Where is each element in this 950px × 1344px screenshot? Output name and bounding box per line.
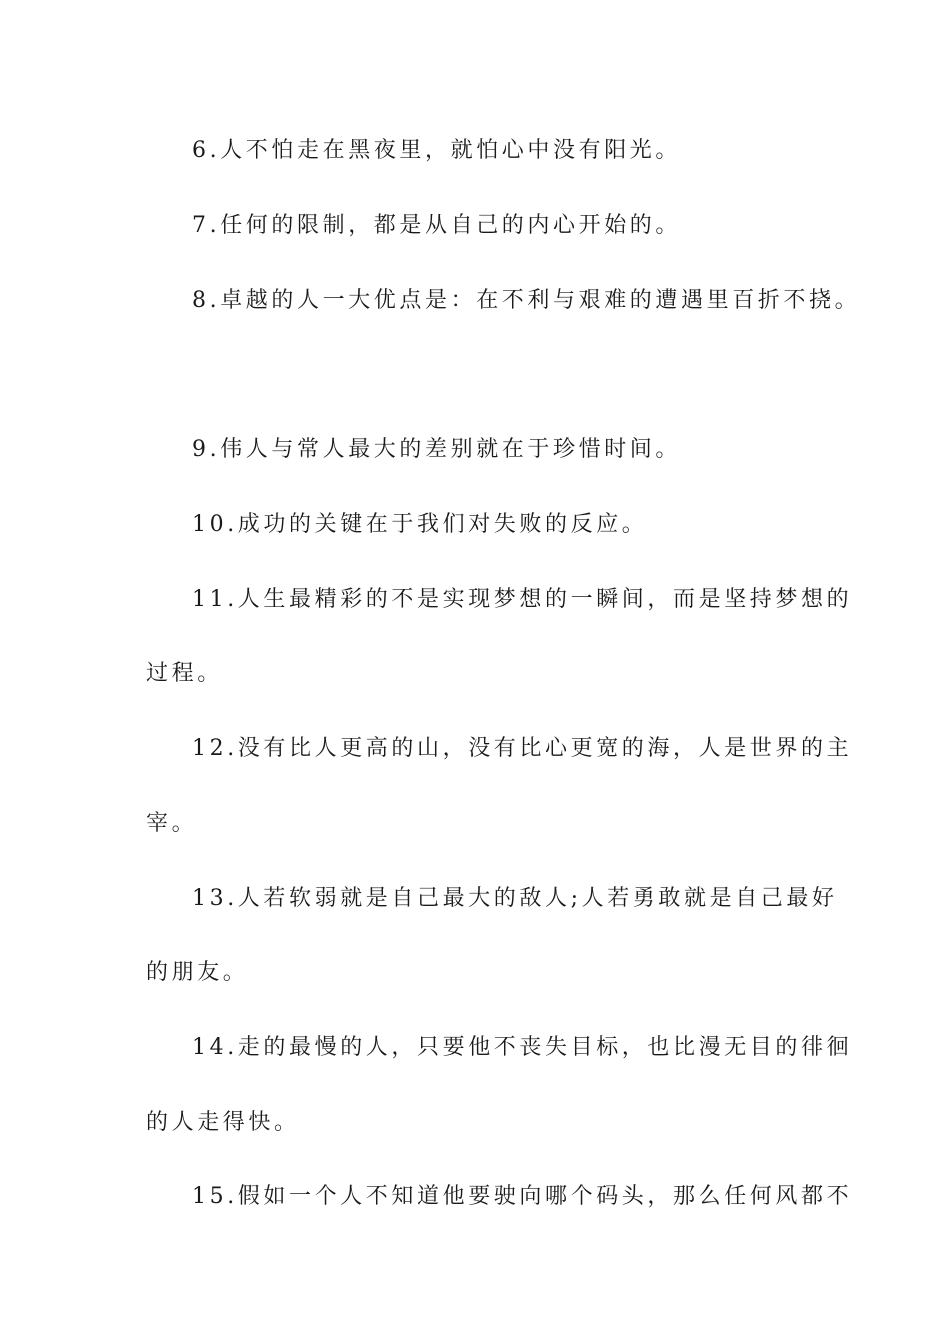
quote-6: 6.人不怕走在黑夜里，就怕心中没有阳光。 — [192, 138, 681, 163]
quote-13-line-2: 的朋友。 — [146, 960, 249, 985]
quote-15-line-1: 15.假如一个人不知道他要驶向哪个码头，那么任何风都不 — [192, 1184, 853, 1209]
quote-14-line-2: 的人走得快。 — [146, 1110, 300, 1135]
quote-10: 10.成功的关键在于我们对失败的反应。 — [192, 512, 648, 537]
quote-13-line-1: 13.人若软弱就是自己最大的敌人;人若勇敢就是自己最好 — [192, 886, 838, 911]
quote-9: 9.伟人与常人最大的差别就在于珍惜时间。 — [192, 437, 681, 462]
quote-11-line-2: 过程。 — [146, 661, 223, 686]
quote-11-line-1: 11.人生最精彩的不是实现梦想的一瞬间，而是坚持梦想的 — [192, 587, 853, 612]
quote-12-line-2: 宰。 — [146, 811, 198, 836]
quote-7: 7.任何的限制，都是从自己的内心开始的。 — [192, 213, 681, 238]
quote-8: 8.卓越的人一大优点是：在不利与艰难的遭遇里百折不挠。 — [192, 288, 861, 313]
quote-14-line-1: 14.走的最慢的人，只要他不丧失目标，也比漫无目的徘徊 — [192, 1035, 853, 1060]
quote-12-line-1: 12.没有比人更高的山，没有比心更宽的海，人是世界的主 — [192, 736, 853, 761]
